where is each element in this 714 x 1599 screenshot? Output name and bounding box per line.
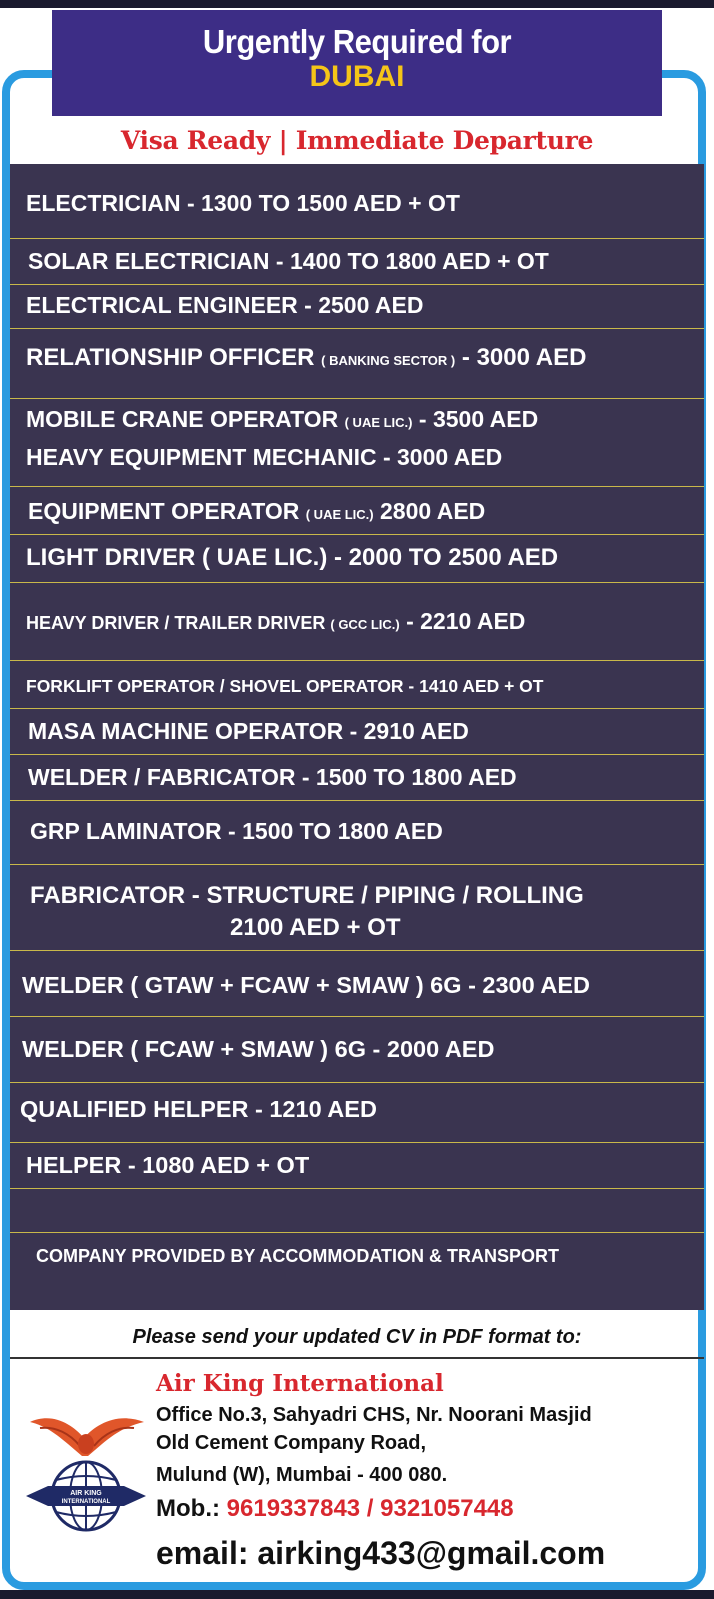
mobile-contact [156,1495,514,1523]
job-row [26,406,714,433]
row-separator [10,534,704,535]
company-name: Air King International [156,1370,444,1397]
row-separator [10,950,704,951]
job-row [26,676,714,697]
job-title: MOBILE CRANE OPERATOR [26,406,345,432]
job-title: RELATIONSHIP OFFICER [26,344,322,371]
job-row [28,498,714,525]
job-title: HEAVY DRIVER / TRAILER DRIVER [26,613,331,633]
job-note: ( UAE LIC.) [344,415,413,430]
job-row [26,608,714,635]
job-note: ( UAE LIC.) [305,507,374,522]
accommodation-note [36,1246,714,1267]
row-separator [10,486,704,487]
row-separator [10,238,704,239]
job-salary: 2800 AED [373,498,486,524]
job-row [28,764,714,791]
mobile-numbers: 9619337843 / 9321057448 [226,1495,514,1522]
header-banner [52,10,662,116]
job-title: FORKLIFT OPERATOR / SHOVEL OPERATOR - 1410 AED + OT [26,676,544,696]
job-title: MASA MACHINE OPERATOR - 2910 AED [28,718,469,744]
row-separator [10,660,704,661]
row-separator [10,1082,704,1083]
job-row [20,1096,714,1123]
job-row [28,718,714,745]
address-line: Office No.3, Sahyadri CHS, Nr. Noorani Masjid [156,1404,592,1426]
row-separator [10,284,704,285]
visa-subheader: Visa Ready | Immediate Departure [120,126,594,155]
job-salary: 2100 AED + OT [230,914,401,941]
job-salary: - 3000 AED [455,344,587,371]
row-separator [10,754,704,755]
row-separator [10,1142,704,1143]
job-salary: - 2210 AED [399,608,526,634]
row-separator [10,800,704,801]
row-separator [10,328,704,329]
row-separator [10,864,704,865]
job-title: GRP LAMINATOR - 1500 TO 1800 AED [30,818,443,844]
logo-text: AIR KING [70,1490,102,1497]
job-row-continued [230,914,401,942]
cv-instruction: Please send your updated CV in PDF format to: [132,1326,582,1348]
job-row [30,818,714,845]
job-title: QUALIFIED HELPER - 1210 AED [20,1096,377,1122]
job-note: ( BANKING SECTOR ) [321,353,456,368]
job-title: SOLAR ELECTRICIAN - 1400 TO 1800 AED + OT [28,248,549,274]
air-king-logo [22,1400,152,1540]
address-line: Old Cement Company Road, [156,1432,427,1454]
job-row [26,1152,714,1179]
job-row [22,972,714,999]
job-row [26,444,714,471]
job-row [22,1036,714,1063]
job-title: HEAVY EQUIPMENT MECHANIC - 3000 AED [26,444,503,470]
job-row [26,344,714,372]
address-line: Mulund (W), Mumbai - 400 080. [156,1464,448,1486]
job-title: FABRICATOR - STRUCTURE / PIPING / ROLLING [30,882,584,909]
header-city: DUBAI [309,60,405,93]
job-row [26,292,714,319]
job-title: ELECTRICAL ENGINEER - 2500 AED [26,292,424,318]
email-contact: email: airking433@gmail.com [156,1535,606,1571]
job-title: LIGHT DRIVER ( UAE LIC.) - 2000 TO 2500 AED [26,544,559,571]
job-title: WELDER / FABRICATOR - 1500 TO 1800 AED [28,764,517,790]
job-list [10,164,704,1310]
logo-text: INTERNATIONAL [61,1499,111,1505]
bottom-edge [0,1590,714,1599]
job-title: WELDER ( GTAW + FCAW + SMAW ) 6G - 2300 AED [22,972,590,998]
job-title: ELECTRICIAN - 1300 TO 1500 AED + OT [26,190,460,216]
job-row [26,190,714,217]
job-title: EQUIPMENT OPERATOR [28,498,306,524]
job-row [30,882,714,910]
accommodation-text: COMPANY PROVIDED BY ACCOMMODATION & TRANSPORT [36,1246,560,1266]
job-row [28,248,714,275]
job-title: HELPER - 1080 AED + OT [26,1152,310,1178]
row-separator [10,1188,704,1189]
job-row [26,544,714,572]
row-separator [10,398,704,399]
job-title: WELDER ( FCAW + SMAW ) 6G - 2000 AED [22,1036,495,1062]
row-separator [10,1016,704,1017]
job-note: ( GCC LIC.) [330,617,400,632]
row-separator [10,582,704,583]
row-separator [10,708,704,709]
row-separator [10,1232,704,1233]
divider [10,1357,704,1359]
top-edge [0,0,714,8]
job-salary: - 3500 AED [412,406,539,432]
header-title: Urgently Required for [202,22,512,61]
mobile-label: Mob.: [156,1495,220,1522]
